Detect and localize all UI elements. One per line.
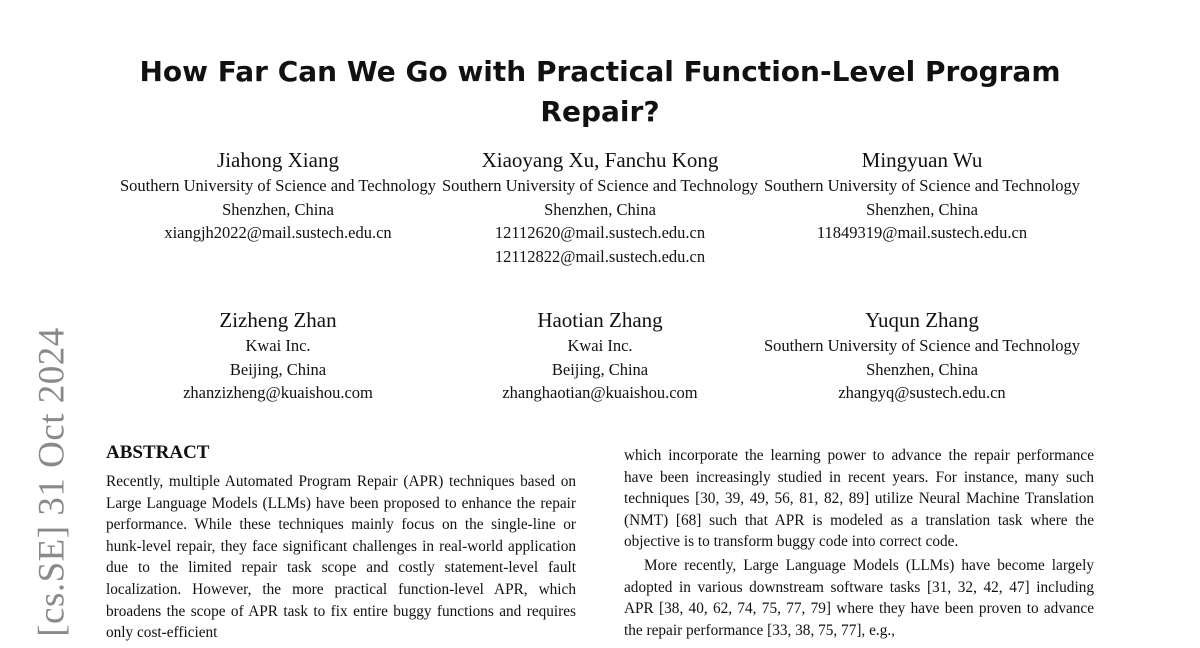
author-email: 12112822@mail.sustech.edu.cn	[494, 246, 706, 266]
author-name: Mingyuan Wu	[861, 148, 983, 172]
body-paragraph: which incorporate the learning power to advance the repair performance have been increasingly studied in recent years. For instance, many such techniques [30, 39, 49, 56, 81, 82, 89] utilize Neural Machine Translation (NMT) [68] such that APR is modeled as a translation task where the objective is to transform buggy code into correct code.	[624, 447, 1094, 551]
paper-title: How Far Can We Go with Practical Function-Level Program Repair?	[139, 55, 1061, 128]
author-name: Xiaoyang Xu, Fanchu Kong	[481, 148, 719, 172]
author-affiliation: Southern University of Science and Technology	[763, 176, 1081, 195]
author-affiliation: Southern University of Science and Technology	[441, 176, 759, 195]
arxiv-side-stamp: [cs.SE] 31 Oct 2024	[31, 327, 73, 637]
author-affiliation: Southern University of Science and Technology	[763, 336, 1081, 355]
author-location: Shenzhen, China	[222, 199, 334, 219]
author-email: zhanzizheng@kuaishou.com	[183, 383, 373, 402]
author-email: zhanghaotian@kuaishou.com	[502, 383, 698, 402]
author-location: Beijing, China	[229, 359, 327, 379]
author-name: Jiahong Xiang	[217, 148, 339, 172]
author-email: xiangjh2022@mail.sustech.edu.cn	[164, 223, 392, 242]
author-block	[118, 148, 438, 245]
author-email: zhangyq@sustech.edu.cn	[838, 383, 1006, 402]
author-block	[762, 148, 1082, 245]
author-name: Zizheng Zhan	[219, 308, 337, 332]
author-location: Shenzhen, China	[544, 199, 656, 219]
author-block	[440, 308, 760, 405]
author-email: 11849319@mail.sustech.edu.cn	[816, 223, 1028, 242]
author-block	[440, 148, 760, 268]
author-email: 12112620@mail.sustech.edu.cn	[494, 223, 706, 242]
author-location: Beijing, China	[551, 359, 649, 379]
abstract-column	[106, 471, 576, 644]
abstract-heading: ABSTRACT	[106, 442, 210, 463]
author-name: Yuqun Zhang	[865, 308, 979, 332]
abstract-text: Recently, multiple Automated Program Repair (APR) techniques based on Large Language Models (LLMs) have been proposed to enhance the repair performance. While these techniques mainly focus on the single-line or hunk-level repair, they face significant challenges in real-world application due to the limited repair task scope and costly statement-level fault localization. However, the more practical function-level APR, which broadens the scope of APR task to fix entire buggy functions and requires only cost-efficient	[106, 473, 576, 642]
author-location: Shenzhen, China	[866, 199, 978, 219]
author-location: Shenzhen, China	[866, 359, 978, 379]
author-affiliation: Kwai Inc.	[245, 336, 311, 355]
author-block	[118, 308, 438, 405]
body-paragraph: More recently, Large Language Models (LLMs) have become largely adopted in various downstream software tasks [31, 32, 42, 47] including APR [38, 40, 62, 74, 75, 77, 79] where they have been proven to advance the repair performance [33, 38, 75, 77], e.g.,	[624, 556, 1094, 639]
author-name: Haotian Zhang	[537, 308, 663, 332]
author-affiliation: Southern University of Science and Technology	[119, 176, 437, 195]
author-block	[762, 308, 1082, 405]
author-affiliation: Kwai Inc.	[567, 336, 633, 355]
body-right-column	[624, 445, 1094, 641]
